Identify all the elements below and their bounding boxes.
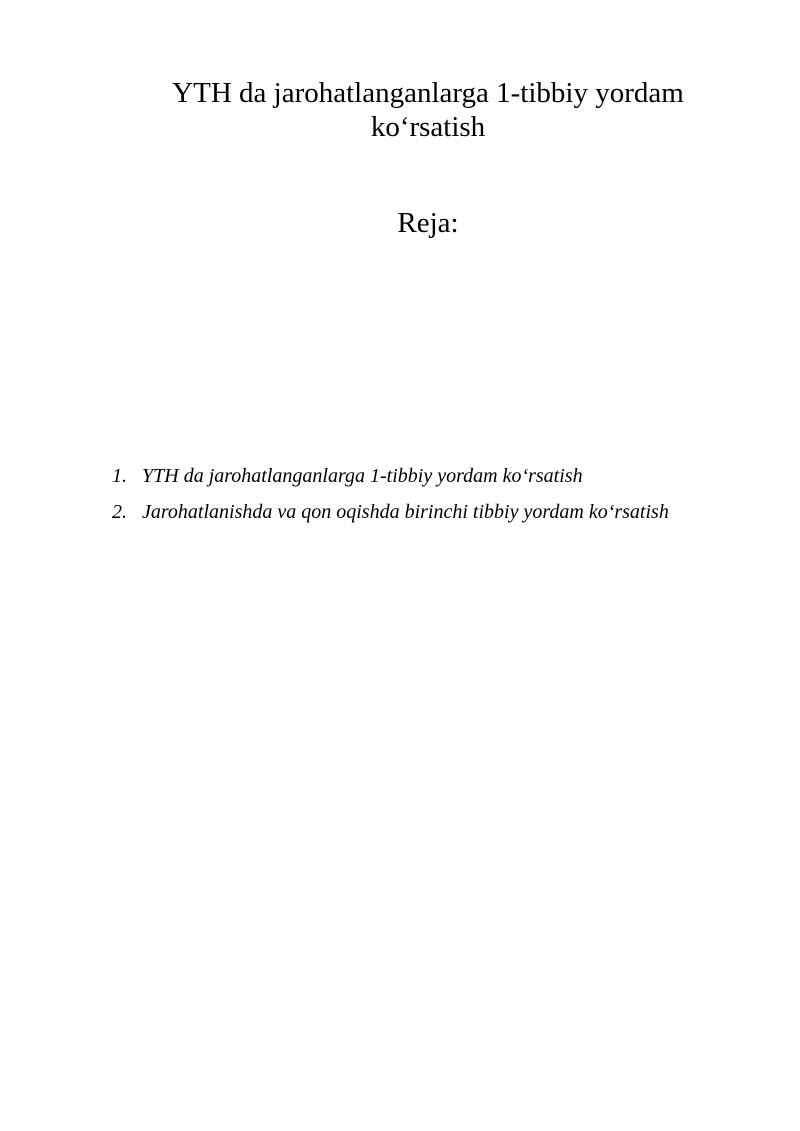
plan-item-text: Jarohatlanishda va qon oqishda birinchi tibbiy yordam ko‘rsatish bbox=[142, 501, 669, 523]
document-title: YTH da jarohatlanganlarga 1-tibbiy yordam ko‘rsatish bbox=[172, 77, 684, 143]
plan-list bbox=[112, 462, 772, 534]
plan-item-2 bbox=[112, 498, 772, 527]
plan-item-text: YTH da jarohatlanganlarga 1-tibbiy yordam ko‘rsatish bbox=[142, 465, 583, 487]
plan-item-1 bbox=[112, 462, 772, 491]
plan-item-number: 2. bbox=[112, 501, 127, 523]
plan-item-number: 1. bbox=[112, 465, 127, 487]
plan-heading: Reja: bbox=[397, 207, 459, 239]
